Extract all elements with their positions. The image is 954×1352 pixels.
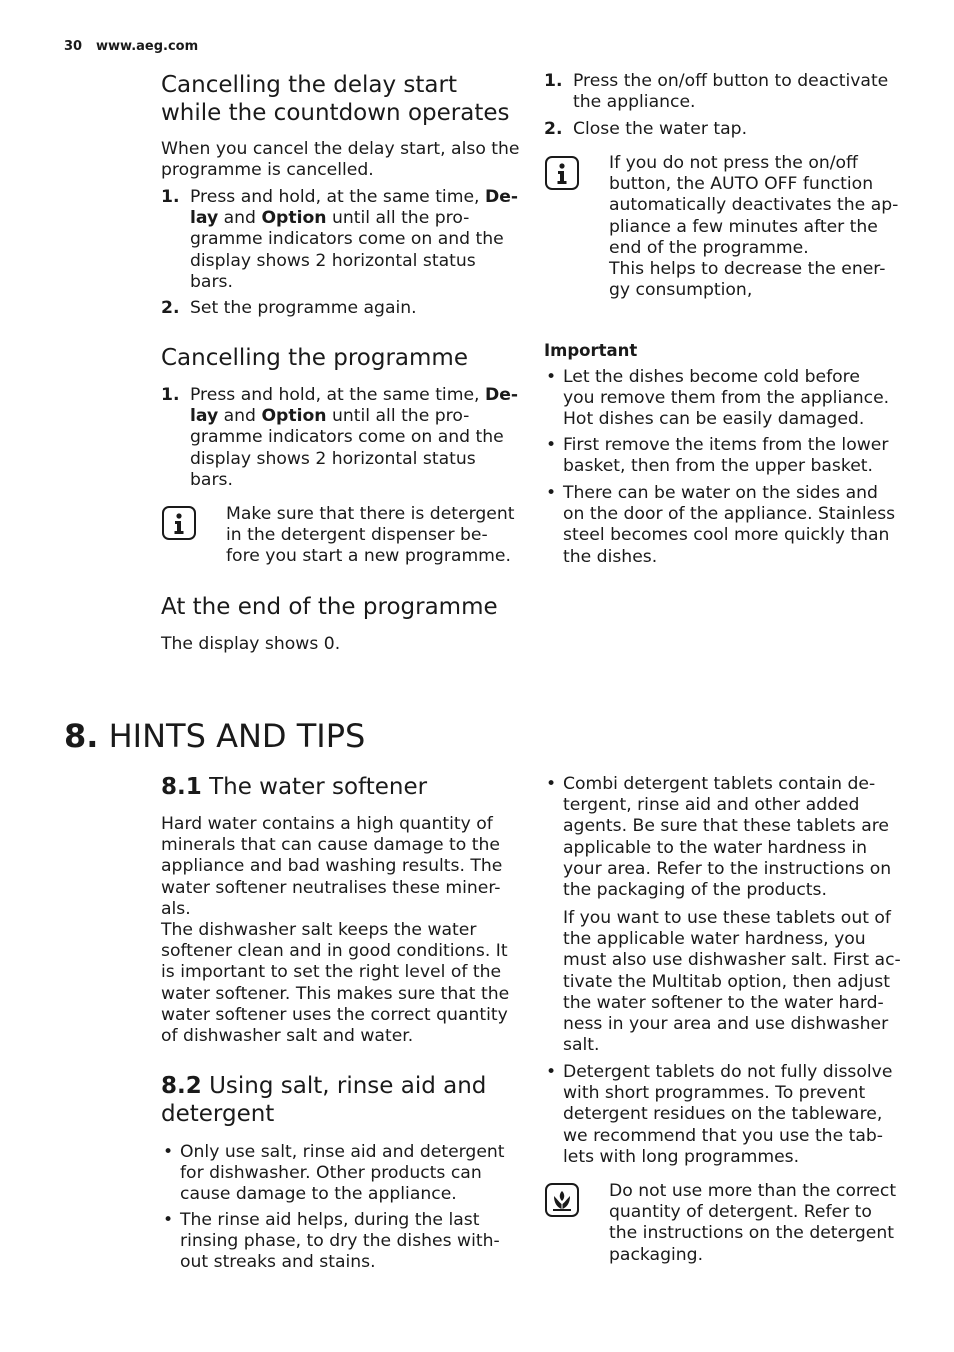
list-item: • Detergent tablets do not fully dissolve with short programmes. To prevent detergent residues on the tableware, we recommend that you use the tab- lets with long programmes. [546, 1062, 893, 1167]
info-note-auto-off: If you do not press the on/off button, the AUTO OFF function automatically deactivates the ap- pliance a few minutes after the end of the programme. This helps to decrease the ener- gy consumption, [609, 153, 899, 301]
list-item: 2. Close the water tap. [544, 119, 748, 139]
list-item: 2. Set the programme again. [161, 298, 417, 318]
list-item: • The rinse aid helps, during the last rinsing phase, to dry the dishes with- out streaks and stains. [163, 1210, 500, 1273]
info-icon [545, 156, 579, 190]
important-label: Important [544, 341, 638, 360]
list-item: • There can be water on the sides and on the door of the appliance. Stainless steel becomes cool more quickly than the dishes. [546, 483, 896, 567]
info-note-detergent: Make sure that there is detergent in the detergent dispenser be- fore you start a new programme. [226, 504, 515, 567]
info-icon [162, 506, 196, 540]
list-item: 1. Press the on/off button to deactivate the appliance. [544, 71, 889, 113]
page-number: 30 [64, 39, 83, 54]
list-item: • Combi detergent tablets contain de- tergent, rinse aid and other added agents. Be sure that these tablets are applicable to the water hardness in your area. Refer to the instructions on the packaging of the products. [546, 774, 892, 901]
website-url: www.aeg.com [96, 39, 199, 54]
list-item: • Only use salt, rinse aid and detergent for dishwasher. Other products can cause damage to the appliance. [163, 1142, 505, 1205]
list-item: • Let the dishes become cold before you remove them from the appliance. Hot dishes can be easily damaged. [546, 367, 890, 430]
heading-cancel-delay: Cancelling the delay start while the countdown operates [161, 72, 510, 126]
list-item: 1. Press and hold, at the same time, De- lay and Option until all the pro- gramme indicators come on and the display shows 2 horizontal status bars. [161, 187, 519, 292]
section-8-2-heading: 8.2 Using salt, rinse aid and detergent [161, 1073, 487, 1127]
environment-note: Do not use more than the correct quantity of detergent. Refer to the instructions on the detergent packaging. [609, 1181, 897, 1265]
environment-leaf-icon [545, 1183, 579, 1217]
cancel-delay-intro: When you cancel the delay start, also the programme is cancelled. [161, 139, 520, 181]
section-8-1-paragraph: Hard water contains a high quantity of minerals that can cause damage to the appliance and bad washing results. The water softener neutralises these miner- als. The dishwasher salt keeps the water softener clean and in good conditions. It is important to set the right level of the water softener. This makes sure that the water softener uses the correct quantity of dishwasher salt and water. [161, 814, 510, 1047]
list-item: • First remove the items from the lower basket, then from the upper basket. [546, 435, 889, 477]
chapter-heading: 8. HINTS AND TIPS [64, 717, 366, 755]
heading-cancel-programme: Cancelling the programme [161, 345, 468, 371]
section-8-1-heading: 8.1 The water softener [161, 774, 428, 800]
end-programme-text: The display shows 0. [161, 634, 341, 654]
heading-end-programme: At the end of the programme [161, 594, 498, 620]
combi-tablets-continuation: If you want to use these tablets out of the applicable water hardness, you must also use dishwasher salt. First ac- tivate the Multitab option, then adjust the water softener to the water hard- ness in your area and use dishwasher salt. [563, 908, 901, 1056]
list-item: 1. Press and hold, at the same time, De- lay and Option until all the pro- gramme indicators come on and the display shows 2 horizontal status bars. [161, 385, 519, 490]
